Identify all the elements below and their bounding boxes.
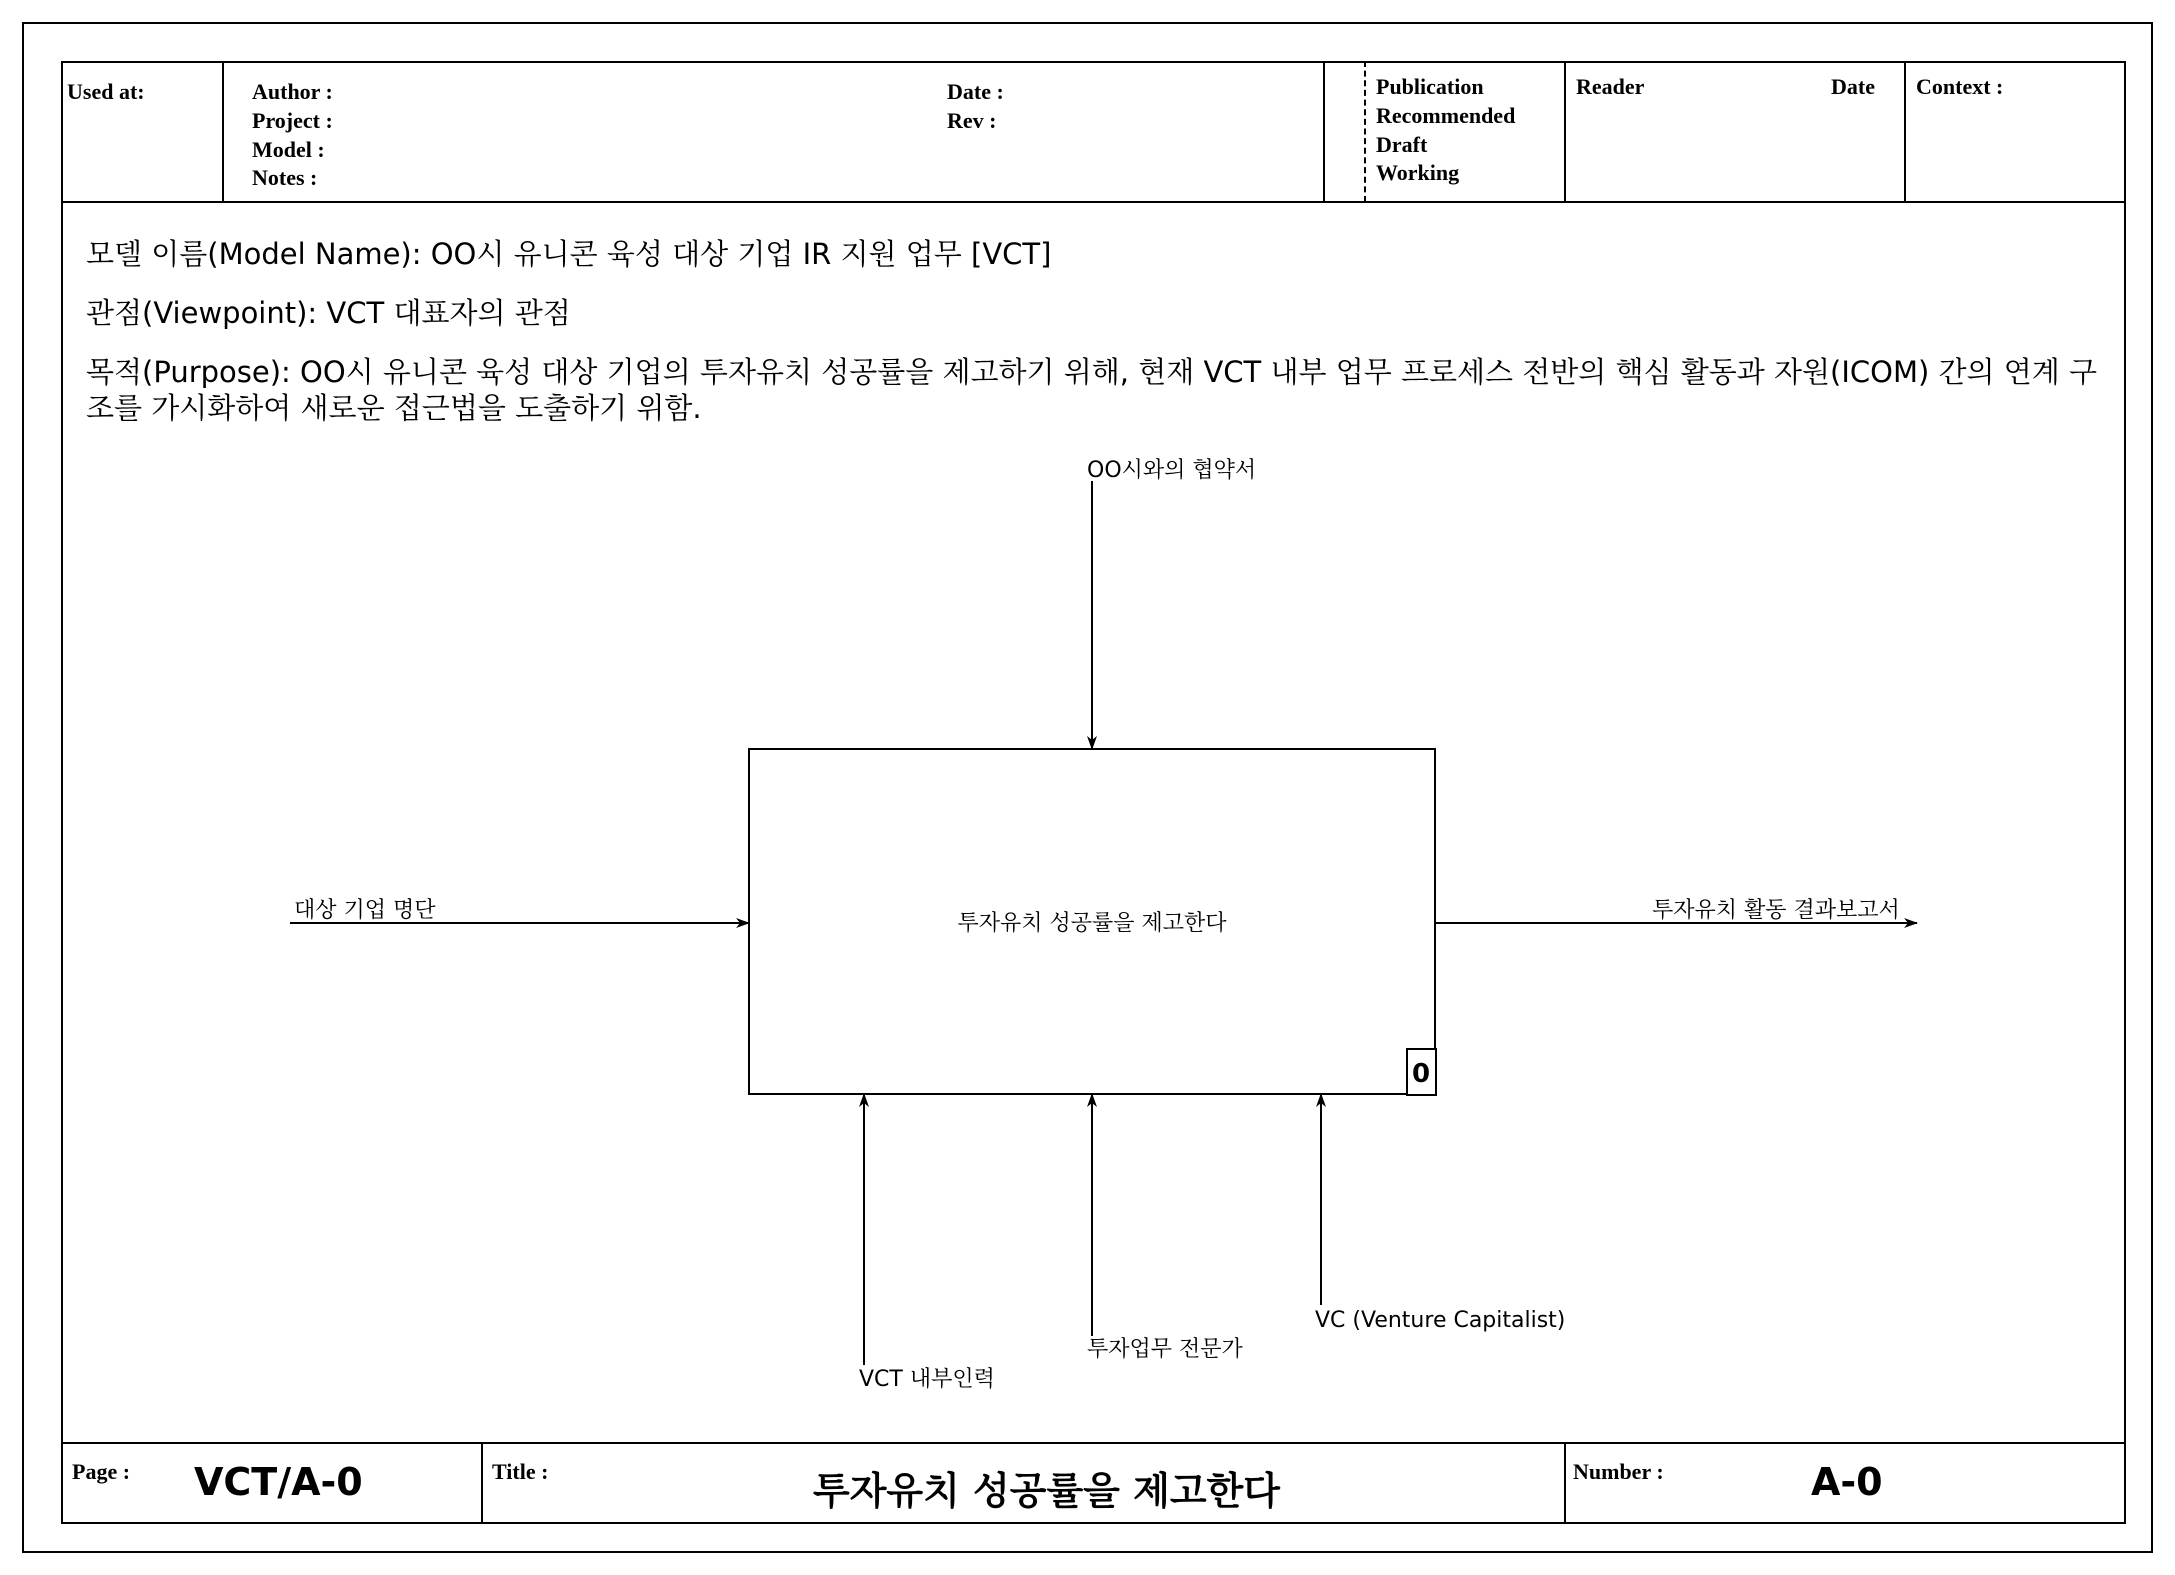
page-label: Page :: [72, 1459, 131, 1484]
mechanism-label-3: VC (Venture Capitalist): [1315, 1308, 1566, 1333]
mechanism-label-2: 투자업무 전문가: [1087, 1337, 1243, 1362]
page-value: VCT/A-0: [194, 1460, 363, 1504]
date-label: Date :: [947, 79, 1004, 104]
mechanism-label-1: VCT 내부인력: [859, 1367, 995, 1392]
output-label: 투자유치 활동 결과보고서: [1652, 898, 1900, 923]
activity-label: 투자유치 성공률을 제고한다: [957, 911, 1227, 936]
author-label: Author :: [252, 79, 333, 104]
model-label: Model :: [252, 137, 325, 162]
title-label: Title :: [492, 1459, 549, 1484]
context-label: Context :: [1916, 74, 2004, 99]
control-label: OO시와의 협약서: [1087, 458, 1257, 483]
project-label: Project :: [252, 108, 333, 133]
purpose-text: 목적(Purpose): OO시 유니콘 육성 대상 기업의 투자유치 성공률을 제고하기 위해, 현재 VCT 내부 업무 프로세스 전반의 핵심 활동과 자원(ICOM) 간의 연계 구조를 가시화하여 새로운 접근법을 도출하기 위함.: [86, 355, 2098, 425]
title-value: 투자유치 성공률을 제고한다: [813, 1469, 1280, 1513]
number-value: A-0: [1811, 1460, 1883, 1504]
model-name-text: 모델 이름(Model Name): OO시 유니콘 육성 대상 기업 IR 지원 업무 [VCT]: [86, 237, 1052, 271]
status-recommended: Recommended: [1376, 103, 1516, 128]
viewpoint-text: 관점(Viewpoint): VCT 대표자의 관점: [86, 296, 571, 330]
status-draft: Draft: [1376, 132, 1428, 157]
input-label: 대상 기업 명단: [294, 898, 436, 923]
status-working: Working: [1376, 160, 1460, 185]
node-number: 0: [1411, 1059, 1431, 1089]
reader-label: Reader: [1576, 74, 1645, 99]
rev-label: Rev :: [947, 108, 997, 133]
reader-date-label: Date: [1831, 74, 1875, 99]
used-at-label: Used at:: [67, 79, 145, 104]
status-publication: Publication: [1376, 74, 1484, 99]
number-label: Number :: [1573, 1459, 1664, 1484]
notes-label: Notes :: [252, 165, 318, 190]
